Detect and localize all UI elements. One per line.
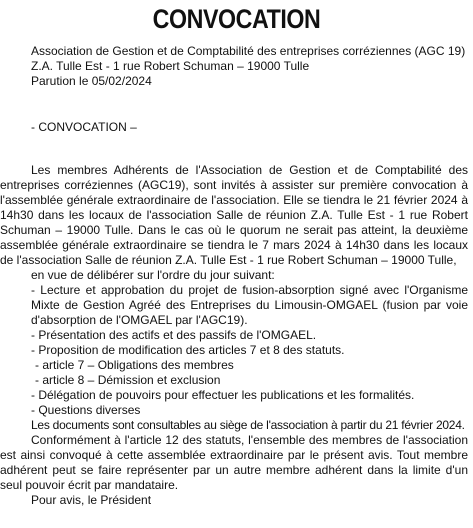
convocation-paragraph: Les membres Adhérents de l'Association de Gestion et de Comptabilité des entreprises corréziennes (AGC19), sont invités à assister sur première convocation à l'assemblée générale extraordinaire de l'association. Elle se tiendra le 21 février 2024 à 14h30 dans les locaux de l'association Salle de réunion Z.A. Tulle Est - 1 rue Robert Schuman – 19000 Tulle. Dans le cas où le quorum ne serait pas atteint, la deuxième assemblée générale extraordinaire se tiendra le 7 mars 2024 à 14h30 dans les locaux de l'association Salle de réunion Z.A. Tulle Est - 1 rue Robert Schuman – 19000 Tulle, (0, 163, 468, 267)
agenda-intro: en vue de délibérer sur l'ordre du jour suivant: (31, 268, 275, 282)
agenda-item-questions: - Questions diverses (31, 403, 141, 417)
closing-signature: Pour avis, le Président (31, 493, 152, 507)
agenda-subitem-article-8: - article 8 – Démission et exclusion (35, 373, 221, 387)
header-line-publication-date: Parution le 05/02/2024 (31, 74, 152, 88)
agenda-item-assets: - Présentation des actifs et des passifs de l'OMGAEL. (31, 328, 317, 342)
notice-title: CONVOCATION (152, 4, 321, 34)
agenda-item-delegation: - Délégation de pouvoirs pour effectuer les publications et les formalités. (31, 388, 415, 402)
notice-header (31, 44, 471, 89)
notice-subtitle: - CONVOCATION – (31, 120, 137, 134)
agenda-item-merger: - Lecture et approbation du projet de fusion-absorption signé avec l'Organisme Mixte de Gestion Agréé des Entreprises du Limousin-OMGAEL (fusion par voie d'absorption de l'OMGAEL par l'AGC19). (31, 283, 468, 327)
header-line-address: Z.A. Tulle Est - 1 rue Robert Schuman – 19000 Tulle (31, 59, 310, 73)
agenda-subitem-article-7: - article 7 – Obligations des membres (35, 358, 234, 372)
header-line-organization: Association de Gestion et de Comptabilité des entreprises corréziennes (AGC 19) (31, 44, 466, 58)
statutes-paragraph: Conformément à l'article 12 des statuts, l'ensemble des membres de l'association est ainsi convoqué à cette assemblée extraordinaire par le présent avis. Tout membre adhérent peut se faire représenter par un autre membre adhérent dans la limite d'un seul pouvoir écrit par mandataire. (0, 433, 468, 492)
agenda-item-statutes: - Proposition de modification des articles 7 et 8 des statuts. (31, 343, 345, 357)
documents-note: Les documents sont consultables au siège de l'association à partir du 21 février 2024. (31, 418, 465, 432)
notice-body (0, 163, 468, 508)
